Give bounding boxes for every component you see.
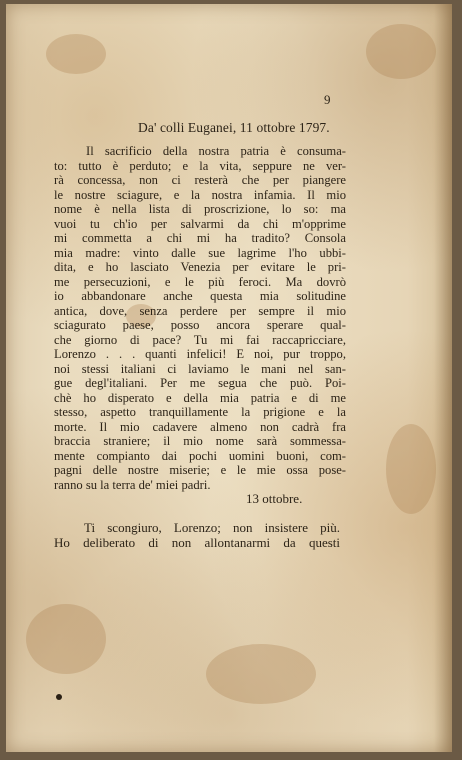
text-line: che giorno di pace? Tu mi fai raccapricciare,: [54, 332, 346, 347]
text-line: chè ho disperato e della mia patria e di me: [54, 390, 346, 405]
text-line: mi commetta a chi mi ha tradito? Consola: [54, 231, 346, 245]
text-line: dita, e ho lasciato Venezia per evitare le pri-: [54, 260, 346, 274]
text-line: mente compianto dai pochi uomini buoni, com-: [54, 448, 346, 463]
text-line: nome è nella lista di proscrizione, lo so: ma: [54, 202, 346, 216]
text-line: io abbandonare anche questa mia solitudine: [54, 289, 346, 303]
text-line: Ti scongiuro, Lorenzo; non insistere più.: [84, 520, 340, 535]
foxing-stain: [366, 24, 436, 79]
foxing-stain: [386, 424, 436, 514]
foxing-stain: [26, 604, 106, 674]
foxing-stain: [206, 644, 316, 704]
text-line: gue degl'italiani. Per me segua che può. Poi-: [54, 376, 346, 390]
text-line: Il sacrificio della nostra patria è consuma-: [86, 144, 346, 158]
text-line: sciagurato paese, posso ancora sperare qual-: [54, 318, 346, 332]
text-line: le nostre sciagure, e la nostra infamia. Il mio: [54, 187, 346, 202]
letter-dateline: Da' colli Euganei, 11 ottobre 1797.: [138, 120, 330, 135]
text-line: morte. Il mio cadavere almeno non cadrà fra: [54, 419, 346, 434]
ink-dot: [56, 694, 62, 700]
letter-body: [54, 144, 346, 492]
text-line: ranno su la terra de' miei padri.: [54, 477, 211, 492]
text-line: mia madre: vinto dalle sue lagrime l'ho ubbi-: [54, 245, 346, 260]
text-line: noi stessi italiani ci laviamo le mani nel san-: [54, 361, 346, 376]
text-line: pagni delle nostre miserie; e le mie ossa pose-: [54, 463, 346, 477]
page-number: 9: [324, 92, 331, 107]
text-line: stesso, aspetto tranquillamente la prigione e la: [54, 405, 346, 419]
foxing-stain: [46, 34, 106, 74]
text-line: Ho deliberato di non allontanarmi da questi: [54, 535, 340, 550]
text-line: me persecuzioni, e le più feroci. Ma dovrò: [54, 274, 346, 289]
page-edge-shadow: [434, 4, 452, 752]
book-page: [6, 4, 452, 752]
text-line: Lorenzo . . . quanti infelici! E noi, pur troppo,: [54, 347, 346, 361]
text-line: to: tutto è perduto; e la vita, seppure ne ver-: [54, 158, 346, 173]
second-letter-body: [54, 520, 340, 550]
text-line: antica, dove, senza perdere per sempre il mio: [54, 303, 346, 318]
text-line: braccia straniere; il mio nome sarà sommessa-: [54, 434, 346, 448]
text-line: vuoi tu ch'io per salvarmi da chi m'opprime: [54, 216, 346, 231]
text-line: rà concessa, non ci resterà che per piangere: [54, 173, 346, 187]
second-letter-date: 13 ottobre.: [246, 491, 303, 506]
